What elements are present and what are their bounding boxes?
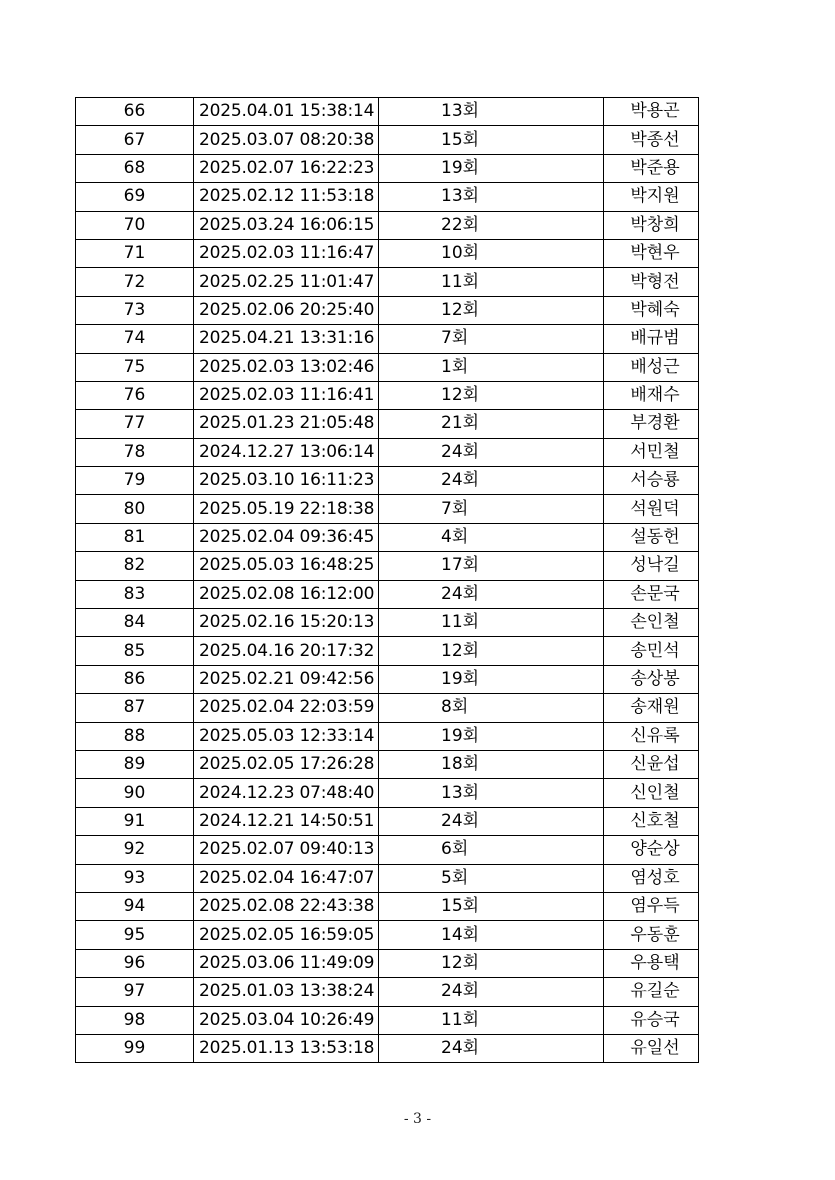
datetime-cell: 2025.01.13 13:53:18	[194, 1034, 379, 1062]
count-cell: 6회	[379, 836, 604, 864]
row-number-cell: 72	[76, 268, 194, 296]
datetime-cell: 2025.02.16 15:20:13	[194, 609, 379, 637]
name-cell: 염우득	[604, 892, 699, 920]
row-number-cell: 71	[76, 239, 194, 267]
datetime-cell: 2025.02.07 16:22:23	[194, 154, 379, 182]
datetime-cell: 2024.12.21 14:50:51	[194, 807, 379, 835]
name-cell: 설동헌	[604, 523, 699, 551]
page-number: - 3 -	[403, 1111, 432, 1127]
name-cell: 석원덕	[604, 495, 699, 523]
datetime-cell: 2025.02.06 20:25:40	[194, 296, 379, 324]
datetime-cell: 2024.12.23 07:48:40	[194, 779, 379, 807]
datetime-cell: 2025.03.04 10:26:49	[194, 1006, 379, 1034]
table-row	[76, 864, 699, 892]
count-cell: 11회	[379, 609, 604, 637]
count-cell: 19회	[379, 154, 604, 182]
count-cell: 7회	[379, 495, 604, 523]
datetime-cell: 2025.02.21 09:42:56	[194, 665, 379, 693]
count-cell: 13회	[379, 183, 604, 211]
row-number-cell: 99	[76, 1034, 194, 1062]
count-cell: 12회	[379, 949, 604, 977]
count-cell: 19회	[379, 722, 604, 750]
count-cell: 24회	[379, 807, 604, 835]
count-cell: 15회	[379, 126, 604, 154]
row-number-cell: 79	[76, 467, 194, 495]
datetime-cell: 2025.02.04 16:47:07	[194, 864, 379, 892]
count-cell: 19회	[379, 665, 604, 693]
datetime-cell: 2025.04.01 15:38:14	[194, 98, 379, 126]
name-cell: 박용곤	[604, 98, 699, 126]
table-row	[76, 552, 699, 580]
count-cell: 4회	[379, 523, 604, 551]
row-number-cell: 80	[76, 495, 194, 523]
name-cell: 박혜숙	[604, 296, 699, 324]
row-number-cell: 69	[76, 183, 194, 211]
row-number-cell: 98	[76, 1006, 194, 1034]
table-row	[76, 978, 699, 1006]
name-cell: 송재원	[604, 694, 699, 722]
row-number-cell: 97	[76, 978, 194, 1006]
table-row	[76, 523, 699, 551]
row-number-cell: 77	[76, 410, 194, 438]
count-cell: 22회	[379, 211, 604, 239]
count-cell: 24회	[379, 580, 604, 608]
datetime-cell: 2024.12.27 13:06:14	[194, 438, 379, 466]
count-cell: 12회	[379, 637, 604, 665]
name-cell: 배성근	[604, 353, 699, 381]
datetime-cell: 2025.02.05 16:59:05	[194, 921, 379, 949]
name-cell: 양순상	[604, 836, 699, 864]
table-row	[76, 438, 699, 466]
name-cell: 신윤섭	[604, 750, 699, 778]
datetime-cell: 2025.03.06 11:49:09	[194, 949, 379, 977]
count-cell: 24회	[379, 1034, 604, 1062]
row-number-cell: 94	[76, 892, 194, 920]
count-cell: 18회	[379, 750, 604, 778]
table-row	[76, 609, 699, 637]
datetime-cell: 2025.01.03 13:38:24	[194, 978, 379, 1006]
count-cell: 11회	[379, 268, 604, 296]
count-cell: 7회	[379, 325, 604, 353]
name-cell: 박창희	[604, 211, 699, 239]
count-cell: 15회	[379, 892, 604, 920]
table-row	[76, 779, 699, 807]
datetime-cell: 2025.03.10 16:11:23	[194, 467, 379, 495]
datetime-cell: 2025.02.05 17:26:28	[194, 750, 379, 778]
count-cell: 24회	[379, 467, 604, 495]
row-number-cell: 92	[76, 836, 194, 864]
name-cell: 박지원	[604, 183, 699, 211]
row-number-cell: 90	[76, 779, 194, 807]
count-cell: 10회	[379, 239, 604, 267]
row-number-cell: 68	[76, 154, 194, 182]
datetime-cell: 2025.02.04 09:36:45	[194, 523, 379, 551]
table-row	[76, 467, 699, 495]
row-number-cell: 93	[76, 864, 194, 892]
name-cell: 신인철	[604, 779, 699, 807]
row-number-cell: 88	[76, 722, 194, 750]
records-table-body	[76, 98, 699, 1063]
datetime-cell: 2025.02.08 16:12:00	[194, 580, 379, 608]
row-number-cell: 82	[76, 552, 194, 580]
row-number-cell: 84	[76, 609, 194, 637]
name-cell: 신유록	[604, 722, 699, 750]
datetime-cell: 2025.02.12 11:53:18	[194, 183, 379, 211]
table-row	[76, 126, 699, 154]
count-cell: 12회	[379, 381, 604, 409]
table-row	[76, 665, 699, 693]
datetime-cell: 2025.02.03 13:02:46	[194, 353, 379, 381]
records-table	[75, 97, 699, 1063]
count-cell: 21회	[379, 410, 604, 438]
datetime-cell: 2025.03.07 08:20:38	[194, 126, 379, 154]
name-cell: 손문국	[604, 580, 699, 608]
row-number-cell: 95	[76, 921, 194, 949]
row-number-cell: 70	[76, 211, 194, 239]
row-number-cell: 73	[76, 296, 194, 324]
table-row	[76, 892, 699, 920]
table-row	[76, 1034, 699, 1062]
count-cell: 8회	[379, 694, 604, 722]
table-row	[76, 637, 699, 665]
name-cell: 우동훈	[604, 921, 699, 949]
count-cell: 11회	[379, 1006, 604, 1034]
table-row	[76, 211, 699, 239]
name-cell: 우용택	[604, 949, 699, 977]
name-cell: 배재수	[604, 381, 699, 409]
name-cell: 박형전	[604, 268, 699, 296]
datetime-cell: 2025.01.23 21:05:48	[194, 410, 379, 438]
row-number-cell: 75	[76, 353, 194, 381]
count-cell: 5회	[379, 864, 604, 892]
row-number-cell: 91	[76, 807, 194, 835]
name-cell: 부경환	[604, 410, 699, 438]
row-number-cell: 86	[76, 665, 194, 693]
name-cell: 성낙길	[604, 552, 699, 580]
row-number-cell: 96	[76, 949, 194, 977]
datetime-cell: 2025.05.03 16:48:25	[194, 552, 379, 580]
name-cell: 송민석	[604, 637, 699, 665]
row-number-cell: 89	[76, 750, 194, 778]
name-cell: 유승국	[604, 1006, 699, 1034]
row-number-cell: 83	[76, 580, 194, 608]
table-row	[76, 98, 699, 126]
count-cell: 12회	[379, 296, 604, 324]
datetime-cell: 2025.02.04 22:03:59	[194, 694, 379, 722]
name-cell: 배규범	[604, 325, 699, 353]
table-row	[76, 807, 699, 835]
count-cell: 17회	[379, 552, 604, 580]
table-row	[76, 921, 699, 949]
datetime-cell: 2025.04.21 13:31:16	[194, 325, 379, 353]
row-number-cell: 87	[76, 694, 194, 722]
table-row	[76, 325, 699, 353]
table-row	[76, 296, 699, 324]
count-cell: 1회	[379, 353, 604, 381]
datetime-cell: 2025.05.19 22:18:38	[194, 495, 379, 523]
datetime-cell: 2025.02.03 11:16:47	[194, 239, 379, 267]
table-row	[76, 580, 699, 608]
name-cell: 신호철	[604, 807, 699, 835]
table-row	[76, 750, 699, 778]
name-cell: 박현우	[604, 239, 699, 267]
count-cell: 13회	[379, 779, 604, 807]
table-row	[76, 268, 699, 296]
table-row	[76, 694, 699, 722]
row-number-cell: 74	[76, 325, 194, 353]
row-number-cell: 78	[76, 438, 194, 466]
datetime-cell: 2025.02.25 11:01:47	[194, 268, 379, 296]
table-row	[76, 381, 699, 409]
name-cell: 송상봉	[604, 665, 699, 693]
name-cell: 서민철	[604, 438, 699, 466]
datetime-cell: 2025.02.03 11:16:41	[194, 381, 379, 409]
table-row	[76, 410, 699, 438]
name-cell: 손인철	[604, 609, 699, 637]
name-cell: 박준용	[604, 154, 699, 182]
row-number-cell: 66	[76, 98, 194, 126]
datetime-cell: 2025.05.03 12:33:14	[194, 722, 379, 750]
count-cell: 24회	[379, 438, 604, 466]
datetime-cell: 2025.03.24 16:06:15	[194, 211, 379, 239]
row-number-cell: 67	[76, 126, 194, 154]
name-cell: 박종선	[604, 126, 699, 154]
table-row	[76, 722, 699, 750]
table-row	[76, 495, 699, 523]
table-row	[76, 949, 699, 977]
name-cell: 유일선	[604, 1034, 699, 1062]
datetime-cell: 2025.04.16 20:17:32	[194, 637, 379, 665]
row-number-cell: 76	[76, 381, 194, 409]
row-number-cell: 81	[76, 523, 194, 551]
count-cell: 14회	[379, 921, 604, 949]
datetime-cell: 2025.02.08 22:43:38	[194, 892, 379, 920]
table-row	[76, 154, 699, 182]
row-number-cell: 85	[76, 637, 194, 665]
count-cell: 24회	[379, 978, 604, 1006]
count-cell: 13회	[379, 98, 604, 126]
name-cell: 서승룡	[604, 467, 699, 495]
table-row	[76, 1006, 699, 1034]
name-cell: 염성호	[604, 864, 699, 892]
table-row	[76, 183, 699, 211]
datetime-cell: 2025.02.07 09:40:13	[194, 836, 379, 864]
table-row	[76, 836, 699, 864]
name-cell: 유길순	[604, 978, 699, 1006]
table-row	[76, 353, 699, 381]
table-row	[76, 239, 699, 267]
